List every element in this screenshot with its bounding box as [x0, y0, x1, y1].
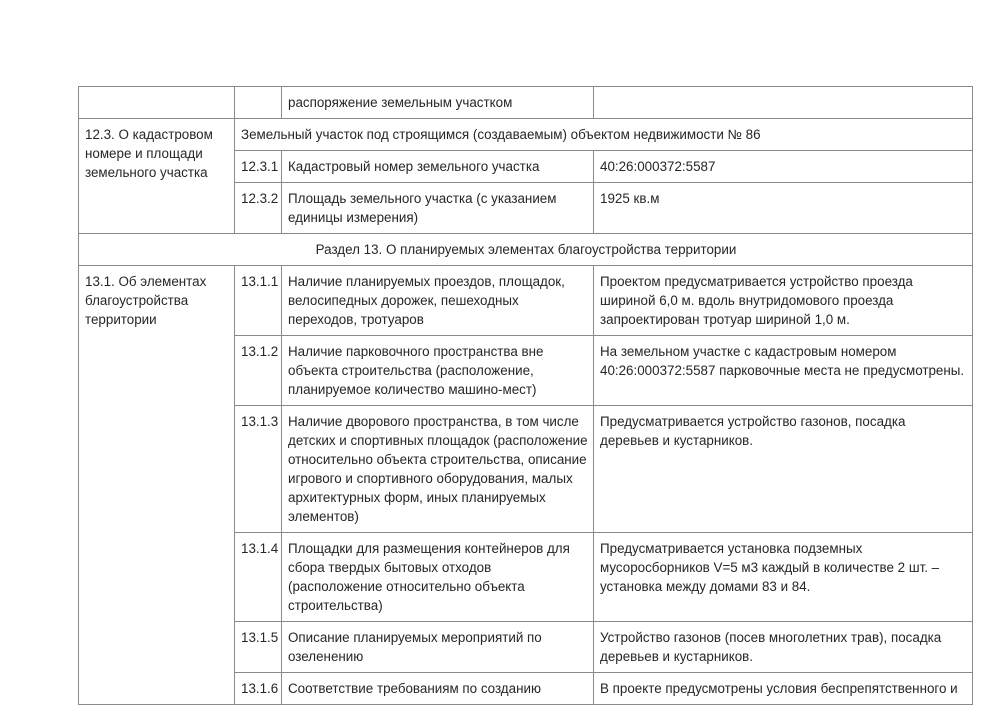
row-value: Предусматривается установка подземных мусоросборников V=5 м3 каждый в количестве 2 шт. – установка между домами 83 и 84. [594, 533, 973, 622]
row-value: В проекте предусмотрены условия беспрепятственного и [594, 673, 973, 705]
table-row-continuation [79, 87, 973, 119]
row-value: Предусматривается устройство газонов, посадка деревьев и кустарников. [594, 406, 973, 533]
row-label: Описание планируемых мероприятий по озеленению [282, 622, 594, 673]
cell-value [594, 87, 973, 119]
table-row [79, 266, 973, 336]
row-label: Кадастровый номер земельного участка [282, 151, 594, 183]
row-value: Проектом предусматривается устройство проезда шириной 6,0 м. вдоль внутридомового проезда запроектирован тротуар шириной 1,0 м. [594, 266, 973, 336]
section-12-3-title: 12.3. О кадастровом номере и площади земельного участка [79, 119, 235, 234]
row-label: Соответствие требованиям по созданию [282, 673, 594, 705]
declaration-table [78, 86, 973, 705]
section-13-heading: Раздел 13. О планируемых элементах благоустройства территории [79, 234, 973, 266]
row-label: Наличие парковочного пространства вне объекта строительства (расположение, планируемое количество машино-мест) [282, 336, 594, 406]
row-number: 13.1.4 [235, 533, 282, 622]
row-value: 1925 кв.м [594, 183, 973, 234]
row-number: 13.1.5 [235, 622, 282, 673]
row-label: Площадь земельного участка (с указанием единицы измерения) [282, 183, 594, 234]
row-number: 12.3.2 [235, 183, 282, 234]
row-value: На земельном участке с кадастровым номером 40:26:000372:5587 парковочные места не предусмотрены. [594, 336, 973, 406]
row-label: Площадки для размещения контейнеров для сбора твердых бытовых отходов (расположение относительно объекта строительства) [282, 533, 594, 622]
row-number: 13.1.2 [235, 336, 282, 406]
row-number: 13.1.6 [235, 673, 282, 705]
table-row-section-heading [79, 234, 973, 266]
table-row-12-3-subheader [79, 119, 973, 151]
cell-empty [235, 87, 282, 119]
row-number: 12.3.1 [235, 151, 282, 183]
row-label: Наличие планируемых проездов, площадок, велосипедных дорожек, пешеходных переходов, тротуаров [282, 266, 594, 336]
row-number: 13.1.1 [235, 266, 282, 336]
section-13-1-title: 13.1. Об элементах благоустройства территории [79, 266, 235, 705]
row-label: Наличие дворового пространства, в том числе детских и спортивных площадок (расположение относительно объекта строительства, описание игрового и спортивного оборудования, малых архитектурных форм, иных планируемых элементов) [282, 406, 594, 533]
row-value: 40:26:000372:5587 [594, 151, 973, 183]
row-number: 13.1.3 [235, 406, 282, 533]
row-value: Устройство газонов (посев многолетних трав), посадка деревьев и кустарников. [594, 622, 973, 673]
cell-label: распоряжение земельным участком [282, 87, 594, 119]
cell-empty [79, 87, 235, 119]
section-12-3-subheader: Земельный участок под строящимся (создаваемым) объектом недвижимости № 86 [235, 119, 973, 151]
